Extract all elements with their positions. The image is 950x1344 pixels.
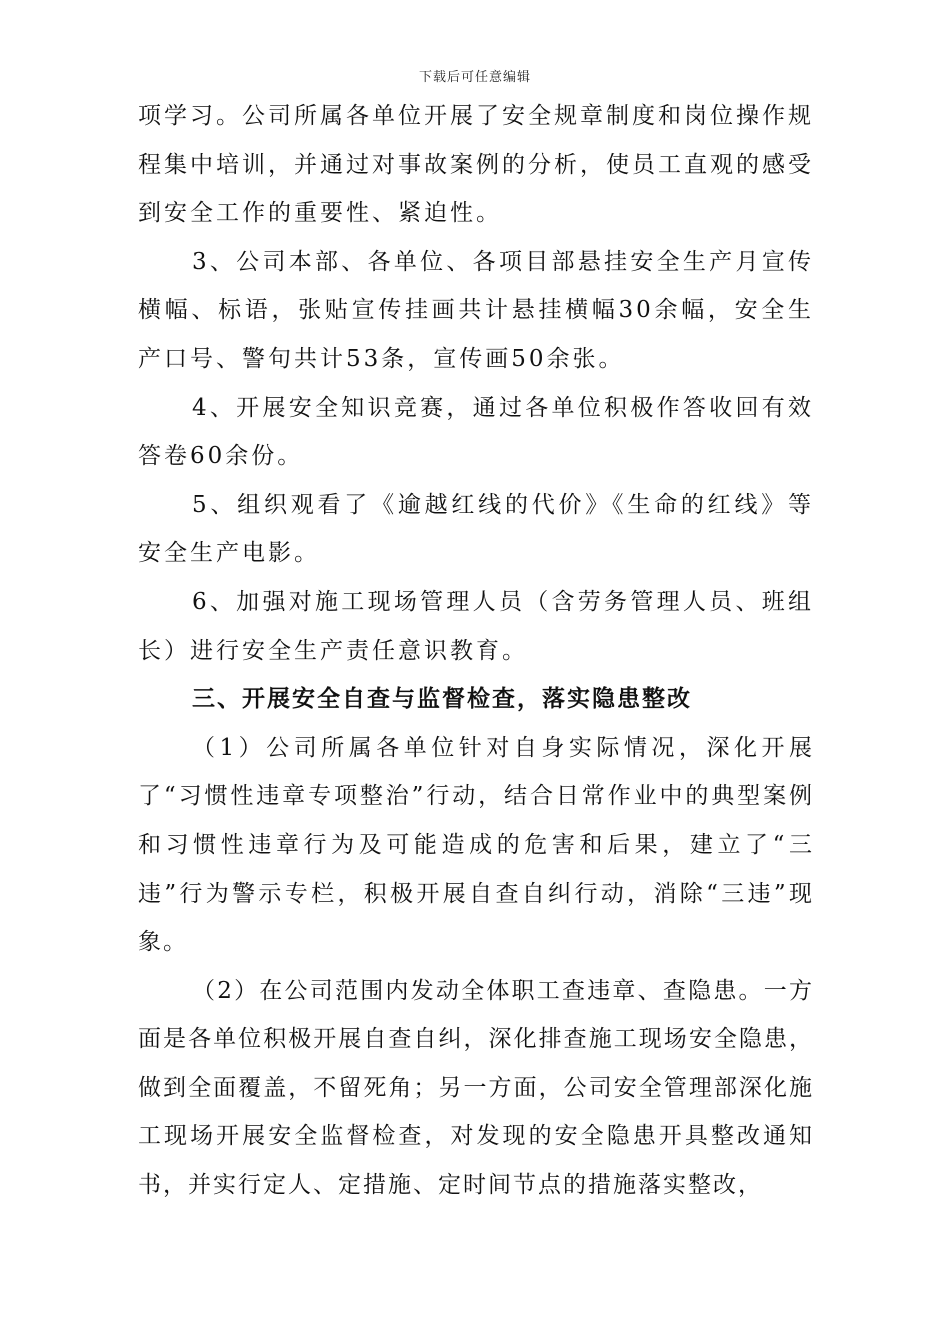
page-header: 下载后可任意编辑 [418, 70, 531, 85]
paragraph-subitem-1: （1）公司所属各单位针对自身实际情况，深化开展了“习惯性违章专项整治”行动，结合日常作业中的典型案例和习惯性违章行为及可能造成的危害和后果，建立了“三违”行为警示专栏，积极开展自查自纠行动，消除“三违”现象。 [138, 734, 814, 956]
section-heading: 三、开展安全自查与监督检查，落实隐患整改 [192, 685, 692, 713]
paragraph-item-3: 3、公司本部、各单位、各项目部悬挂安全生产月宣传横幅、标语，张贴宣传挂画共计悬挂横幅30余幅，安全生产口号、警句共计53条，宣传画50余张。 [138, 248, 814, 372]
paragraph-continuation: 项学习。公司所属各单位开展了安全规章制度和岗位操作规程集中培训，并通过对事故案例的分析，使员工直观的感受到安全工作的重要性、紧迫性。 [138, 103, 814, 227]
paragraph-item-4: 4、开展安全知识竞赛，通过各单位积极作答收回有效答卷60余份。 [138, 394, 814, 470]
paragraph-item-5: 5、组织观看了《逾越红线的代价》《生命的红线》等安全生产电影。 [138, 491, 814, 567]
paragraph-subitem-2: （2）在公司范围内发动全体职工查违章、查隐患。一方面是各单位积极开展自查自纠，深化排查施工现场安全隐患，做到全面覆盖，不留死角；另一方面，公司安全管理部深化施工现场开展安全监督检查，对发现的安全隐患开具整改通知书，并实行定人、定措施、定时间节点的措施落实整改， [138, 977, 814, 1199]
document-body [138, 92, 814, 1210]
paragraph-item-6: 6、加强对施工现场管理人员（含劳务管理人员、班组长）进行安全生产责任意识教育。 [138, 588, 814, 664]
